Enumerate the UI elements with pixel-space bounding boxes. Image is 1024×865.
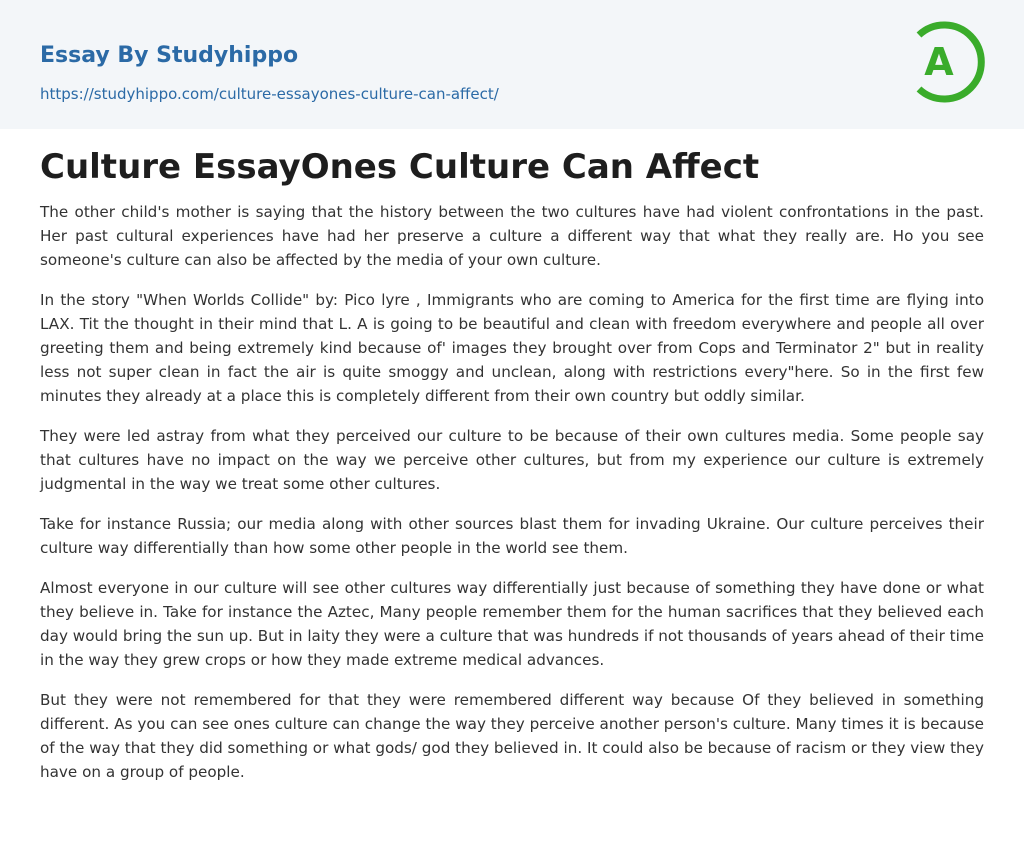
article-paragraph: In the story "When Worlds Collide" by: Pico lyre , Immigrants who are coming to America for the first time are flying into LAX. Tit the thought in their mind that L. A is going to be beautiful and clean with freedom everywhere and people all over greeting them and being extremely kind because of' images they brought over from Cops and Terminator 2" but in reality less not super clean in fact the air is quite smoggy and unclean, along with restrictions every"here. So in the first few minutes they already at a place this is completely different from their own country but oddly similar. (40, 291, 984, 405)
article-paragraph: But they were not remembered for that they were remembered different way because Of they believed in something different. As you can see ones culture can change the way they perceive another person's culture. Many times it is because of the way that they did something or what gods/ god they believed in. It could also be because of racism or they view they have on a group of people. (40, 691, 984, 781)
studyhippo-logo-icon[interactable] (912, 19, 986, 105)
article-paragraph: The other child's mother is saying that the history between the two cultures have had violent confrontations in the past. Her past cultural experiences have had her preserve a culture a different way that what they really are. Ho you see someone's culture can also be affected by the media of your own culture. (40, 203, 984, 269)
article-paragraph: They were led astray from what they perceived our culture to be because of their own cultures media. Some people say that cultures have no impact on the way we perceive other cultures, but from my experience our culture is extremely judgmental in the way we treat some other cultures. (40, 427, 984, 493)
brand-name[interactable]: Essay By Studyhippo (40, 43, 299, 68)
article-title: Culture EssayOnes Culture Can Affect (40, 147, 760, 187)
logo-letter: A (924, 40, 954, 84)
article-body (40, 200, 984, 800)
source-url-link[interactable]: https://studyhippo.com/culture-essayones-culture-can-affect/ (40, 85, 499, 103)
article-paragraph: Almost everyone in our culture will see other cultures way differentially just because of something they have done or what they believe in. Take for instance the Aztec, Many people remember them for the human sacrifices that they believed each day would bring the sun up. But in laity they were a culture that was hundreds if not thousands of years ahead of their time in the way they grew crops or how they made extreme medical advances. (40, 579, 984, 669)
article-paragraph: Take for instance Russia; our media along with other sources blast them for invading Ukraine. Our culture perceives their culture way differentially than how some other people in the world see them. (40, 515, 984, 557)
site-header (0, 0, 1024, 129)
